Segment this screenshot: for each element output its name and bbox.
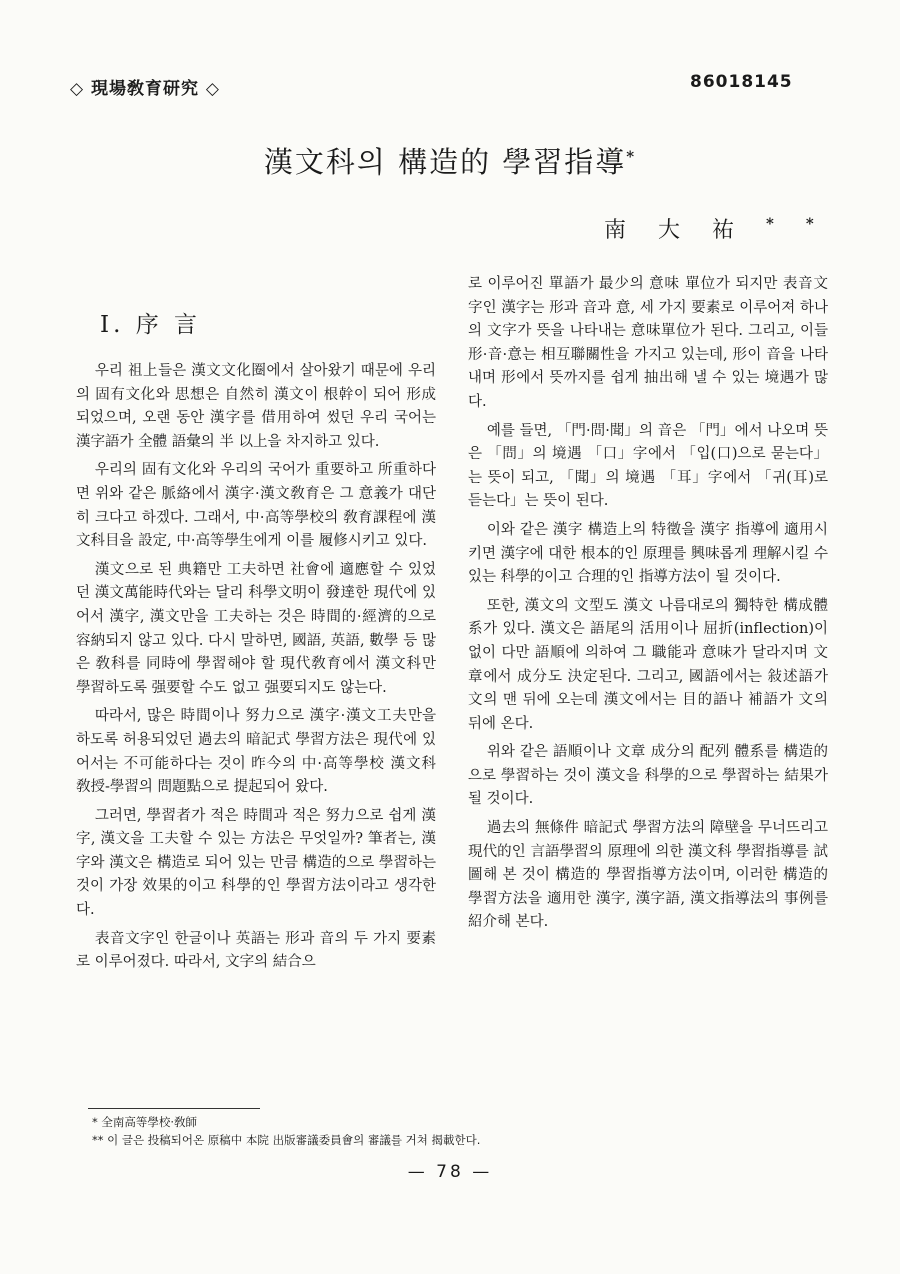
paragraph-continued: 로 이루어진 單語가 最少의 意味 單位가 되지만 表音文字인 漢字는 形과 音과 意, 세 가지 要素로 이루어져 하나의 文字가 뜻을 나타내는 意味單位가 된다. 그리고, 이들 形·音·意는 相互聯關性을 가지고 있는데, 形이 音을 나타내며 形에서 뜻까지를 쉽게 抽出해 낼 수 있는 境遇가 많다.: [468, 276, 828, 410]
right-column: [468, 273, 828, 940]
paragraph: 따라서, 많은 時間이나 努力으로 漢字·漢文工夫만을 하도록 허용되었던 過去의 暗記式 學習方法은 現代에 있어서는 不可能하다는 것이 昨今의 中·高等學校 漢文科 敎授-學習의 問題點으로 提起되어 왔다.: [76, 708, 436, 796]
footnote-affiliation: * 全南高等學校·敎師: [92, 1115, 198, 1129]
page-number: — 78 —: [407, 1162, 493, 1182]
footnote-divider: [88, 1108, 260, 1109]
paper-title: [0, 140, 900, 181]
author-name-block: [604, 213, 846, 244]
series-label: ◇ 現場敎育研究 ◇: [70, 79, 220, 99]
paper-title-text: 漢文科의 構造的 學習指導: [263, 145, 627, 179]
paragraph: 우리의 固有文化와 우리의 국어가 重要하고 所重하다면 위와 같은 脈絡에서 漢字·漢文敎育은 그 意義가 대단히 크다고 하겠다. 그래서, 中·高等學校의 敎育課程에 漢文科目을 設定, 中·高等學生에게 이를 履修시키고 있다.: [76, 462, 436, 550]
paragraph: 우리 祖上들은 漢文文化圈에서 살아왔기 때문에 우리의 固有文化와 思想은 自然히 漢文이 根幹이 되어 形成되었으며, 오랜 동안 漢字를 借用하여 썼던 우리 국어는 漢字語가 全體 語彙의 半 以上을 차지하고 있다.: [76, 363, 436, 450]
title-footnote-mark: *: [626, 147, 637, 166]
document-number: 86018145: [690, 72, 793, 92]
author-name: 南大祐: [604, 218, 767, 243]
paragraph: 그러면, 學習者가 적은 時間과 적은 努力으로 쉽게 漢字, 漢文을 工夫할 수 있는 方法은 무엇일까? 筆者는, 漢字와 漢文은 構造로 되어 있는 만큼 構造的으로 學習하는 것이 가장 效果的이고 科學的인 學習方法이라고 생각한다.: [76, 807, 436, 919]
footnote-review-note: ** 이 글은 投稿되어온 原稿中 本院 出版審議委員會의 審議를 거쳐 揭載한다.: [92, 1133, 481, 1147]
paragraph: 이와 같은 漢字 構造上의 特徵을 漢字 指導에 適用시키면 漢字에 대한 根本的인 原理를 興味롭게 理解시킬 수 있는 科學的이고 合理的인 指導方法이 될 것이다.: [468, 521, 828, 586]
paragraph: 위와 같은 語順이나 文章 成分의 配列 體系를 構造的으로 學習하는 것이 漢文을 科學的으로 學習하는 結果가 될 것이다.: [468, 744, 828, 808]
paragraph: 漢文으로 된 典籍만 工夫하면 社會에 適應할 수 있었던 漢文萬能時代와는 달리 科學文明이 發達한 現代에 있어서 漢字, 漢文만을 工夫하는 것은 時間的·經濟的으로 容納되지 않고 있다. 다시 말하면, 國語, 英語, 數學 등 많은 敎科를 同時에 學習해야 할 現代敎育에서 漢文科만 學習하도록 强要할 수도 없고 强要되지도 않는다.: [76, 561, 436, 696]
paragraph: 또한, 漢文의 文型도 漢文 나름대로의 獨特한 構成體系가 있다. 漢文은 語尾의 活用이나 屈折(inflection)이 없이 다만 語順에 의하여 그 職能과 意味가 달라지며 文章에서 成分도 決定된다. 그리고, 國語에서는 敍述語가 文의 맨 뒤에 오는데 漢文에서는 目的語나 補語가 文의 뒤에 온다.: [468, 597, 828, 732]
paragraph: 過去의 無條件 暗記式 學習方法의 障壁을 무너뜨리고 現代的인 言語學習의 原理에 의한 漢文科 學習指導를 試圖해 본 것이 構造的 學習指導方法이며, 이러한 構造的 學習方法을 適用한 漢字, 漢字語, 漢文指導法의 事例를 紹介해 본다.: [468, 820, 828, 931]
section-heading: I. 序 言: [100, 312, 202, 338]
paragraph: 表音文字인 한글이나 英語는 形과 音의 두 가지 要素로 이루어졌다. 따라서, 文字의 結合으: [76, 930, 436, 971]
author-footnote-mark: **: [766, 214, 846, 233]
left-column: [76, 360, 436, 980]
paragraph: 예를 들면, 「門·問·聞」의 音은 「門」에서 나오며 뜻은 「問」의 境遇 「口」字에서 「입(口)으로 묻는다」는 뜻이 되고, 「聞」의 境遇 「耳」字에서 「귀(耳)로 듣는다」는 뜻이 된다.: [468, 422, 828, 510]
